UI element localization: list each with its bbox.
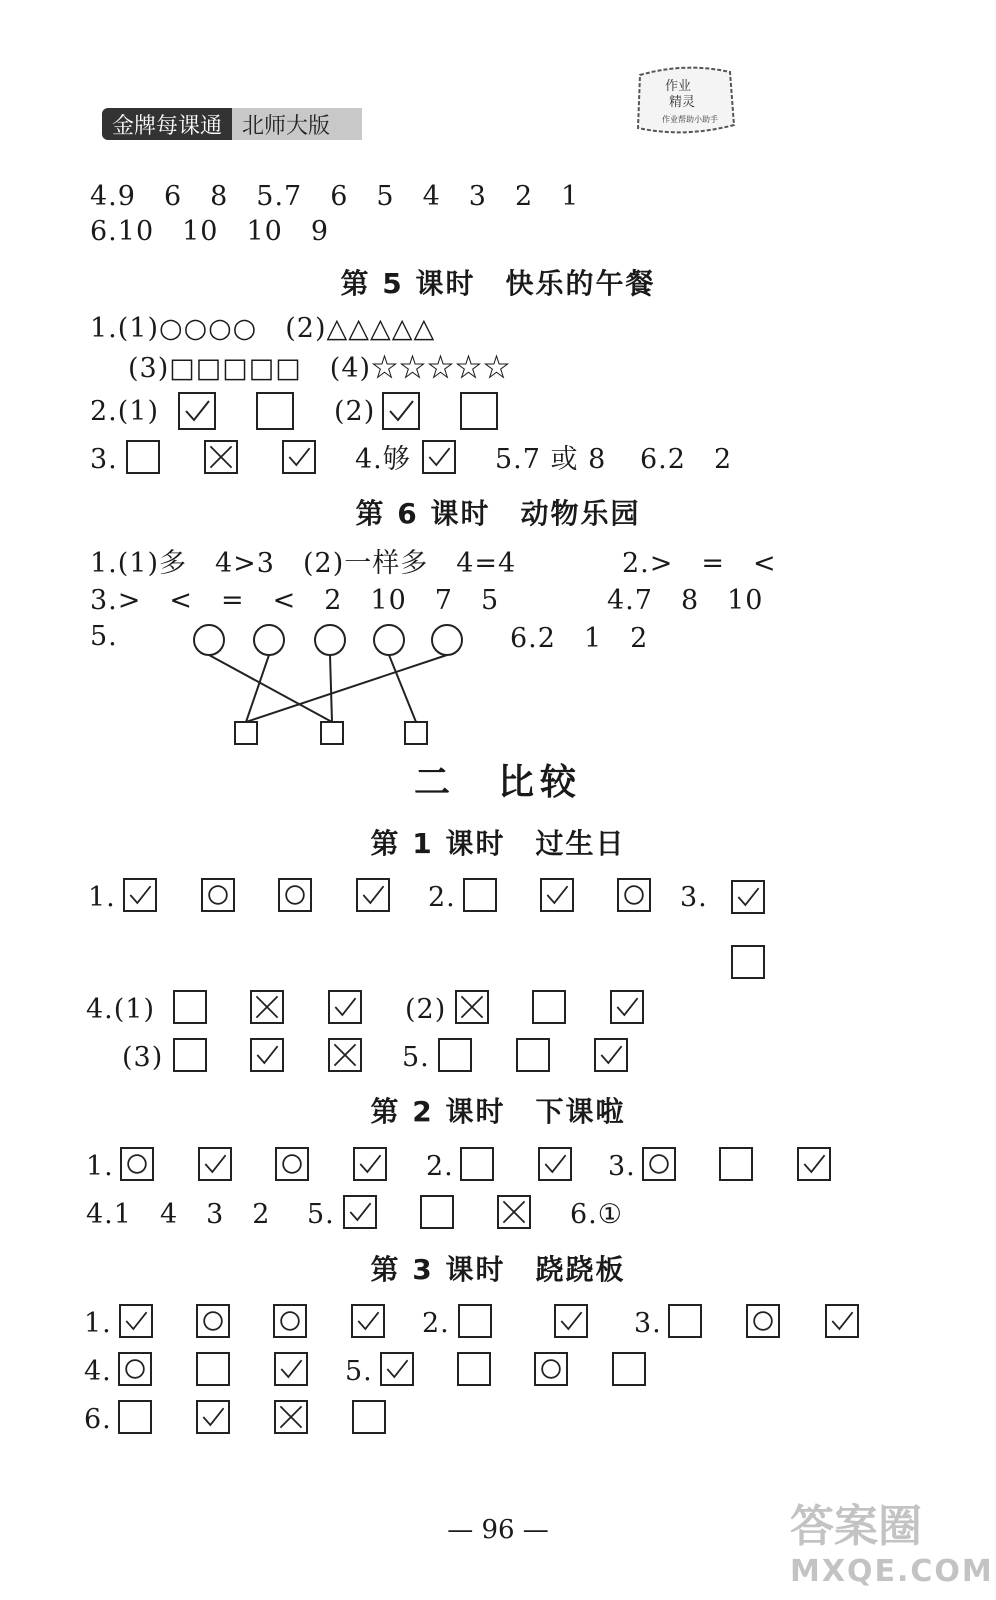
check-box [178, 392, 216, 430]
stamp-line2: 精灵 [668, 95, 696, 110]
check-box [119, 1304, 153, 1338]
watermark-url: MXQE.COM [790, 1554, 994, 1589]
empty-box [719, 1147, 753, 1181]
u2l2-q4: 4.1 4 3 2 [86, 1199, 271, 1230]
empty-box [256, 392, 294, 430]
heading-unit2: 二 比较 [413, 762, 582, 803]
cross-box [328, 1038, 362, 1072]
empty-box [668, 1304, 702, 1338]
heading-lesson5: 第 5 课时 快乐的午餐 [340, 267, 656, 300]
circle-box [642, 1147, 676, 1181]
circle-box [278, 878, 312, 912]
l6-q3: 3.> < = < 2 10 7 5 [90, 585, 500, 616]
empty-box [612, 1352, 646, 1386]
circle-1 [194, 625, 224, 655]
cross-box [455, 990, 489, 1024]
circle-5 [432, 625, 462, 655]
circle-box [201, 878, 235, 912]
cross-box [274, 1400, 308, 1434]
l5-q4-label: 4.够 [355, 444, 411, 475]
u2l2-q3-label: 3. [608, 1151, 636, 1182]
empty-box [463, 878, 497, 912]
empty-box [173, 990, 207, 1024]
u2l1-q4-label3: (3) [122, 1042, 164, 1073]
check-box [196, 1400, 230, 1434]
l6-q1: 1.(1)多 4>3 (2)一样多 4=4 [90, 548, 517, 579]
empty-box [457, 1352, 491, 1386]
u2l1-q1-label: 1. [88, 882, 116, 913]
answer-line-2: 6.10 10 10 9 [90, 216, 330, 247]
circle-3 [315, 625, 345, 655]
check-box [250, 1038, 284, 1072]
watermark-title: 答案圈 [790, 1501, 922, 1552]
empty-box [420, 1195, 454, 1229]
check-box [356, 878, 390, 912]
circle-2 [254, 625, 284, 655]
circle-box [746, 1304, 780, 1338]
heading-lesson6: 第 6 课时 动物乐园 [355, 497, 641, 530]
circle-box [273, 1304, 307, 1338]
check-box [540, 878, 574, 912]
u2l3-q3-label: 3. [634, 1308, 662, 1339]
answer-line-1: 4.9 6 8 5.7 6 5 4 3 2 1 [90, 181, 580, 212]
check-box [594, 1038, 628, 1072]
empty-box [173, 1038, 207, 1072]
check-box [198, 1147, 232, 1181]
u2l2-q5-label: 5. [307, 1199, 335, 1230]
cross-box [497, 1195, 531, 1229]
check-box [380, 1352, 414, 1386]
check-box [554, 1304, 588, 1338]
u2l3-q5-label: 5. [345, 1356, 373, 1387]
matching-diagram [185, 620, 475, 750]
check-box [825, 1304, 859, 1338]
u2l2-q2-label: 2. [426, 1151, 454, 1182]
u2l2-q6: 6.① [570, 1199, 623, 1230]
check-box [731, 880, 765, 914]
circle-box [196, 1304, 230, 1338]
check-box [343, 1195, 377, 1229]
l5-q5: 5.7 或 8 [495, 444, 607, 475]
empty-box [516, 1038, 550, 1072]
check-box [797, 1147, 831, 1181]
empty-box [460, 392, 498, 430]
circle-box [118, 1352, 152, 1386]
u2l1-q4-label: 4.(1) [86, 994, 156, 1025]
empty-box [438, 1038, 472, 1072]
check-box [274, 1352, 308, 1386]
heading-u2-lesson3: 第 3 课时 跷跷板 [370, 1253, 626, 1286]
stamp-logo [630, 60, 740, 140]
heading-u2-lesson2: 第 2 课时 下课啦 [370, 1095, 626, 1128]
u2l3-q2-label: 2. [422, 1308, 450, 1339]
l5-q1-row2: (3)□□□□□ (4)☆☆☆☆☆ [128, 353, 512, 384]
check-box [422, 440, 456, 474]
match-line [330, 655, 332, 722]
l5-q3-label: 3. [90, 444, 118, 475]
empty-box [118, 1400, 152, 1434]
circle-box [120, 1147, 154, 1181]
check-box [282, 440, 316, 474]
u2l1-q3-label: 3. [680, 882, 708, 913]
book-edition: 北师大版 [232, 108, 362, 140]
cross-box [204, 440, 238, 474]
square-1 [235, 722, 257, 744]
check-box [351, 1304, 385, 1338]
u2l1-q5-label: 5. [402, 1042, 430, 1073]
check-box [328, 990, 362, 1024]
heading-u2-lesson1: 第 1 课时 过生日 [370, 827, 626, 860]
check-box [123, 878, 157, 912]
empty-box [352, 1400, 386, 1434]
l6-q2: 2.> = < [622, 548, 777, 579]
empty-box [458, 1304, 492, 1338]
circle-box [534, 1352, 568, 1386]
check-box [353, 1147, 387, 1181]
page-number: — 96 — [447, 1515, 549, 1545]
empty-box [126, 440, 160, 474]
circle-4 [374, 625, 404, 655]
square-3 [405, 722, 427, 744]
empty-box [731, 945, 765, 979]
book-brand: 金牌每课通 [102, 108, 232, 140]
stamp-line1: 作业 [664, 79, 692, 94]
empty-box [460, 1147, 494, 1181]
match-line [209, 655, 332, 722]
u2l3-q1-label: 1. [84, 1308, 112, 1339]
l6-q5-label: 5. [90, 621, 118, 652]
l5-q2-label2: (2) [334, 396, 376, 427]
u2l3-q4-label: 4. [84, 1356, 112, 1387]
u2l2-q1-label: 1. [86, 1151, 114, 1182]
check-box [610, 990, 644, 1024]
match-line [246, 655, 447, 722]
l6-q6: 6.2 1 2 [510, 623, 649, 654]
watermark-logo [790, 1490, 994, 1590]
match-line [246, 655, 269, 722]
l5-q1-row1: 1.(1)○○○○ (2)△△△△△ [90, 313, 436, 344]
empty-box [532, 990, 566, 1024]
l5-q6: 6.2 2 [640, 444, 733, 475]
u2l1-q2-label: 2. [428, 882, 456, 913]
u2l3-q6-label: 6. [84, 1404, 112, 1435]
stamp-line3: 作业帮助小助手 [662, 115, 718, 124]
check-box [382, 392, 420, 430]
u2l1-q4-label2: (2) [405, 994, 447, 1025]
empty-box [196, 1352, 230, 1386]
book-header [102, 108, 362, 140]
circle-box [275, 1147, 309, 1181]
square-2 [321, 722, 343, 744]
l6-q4: 4.7 8 10 [607, 585, 764, 616]
match-line [389, 655, 416, 722]
cross-box [250, 990, 284, 1024]
l5-q2-label: 2.(1) [90, 396, 160, 427]
check-box [538, 1147, 572, 1181]
circle-box [617, 878, 651, 912]
